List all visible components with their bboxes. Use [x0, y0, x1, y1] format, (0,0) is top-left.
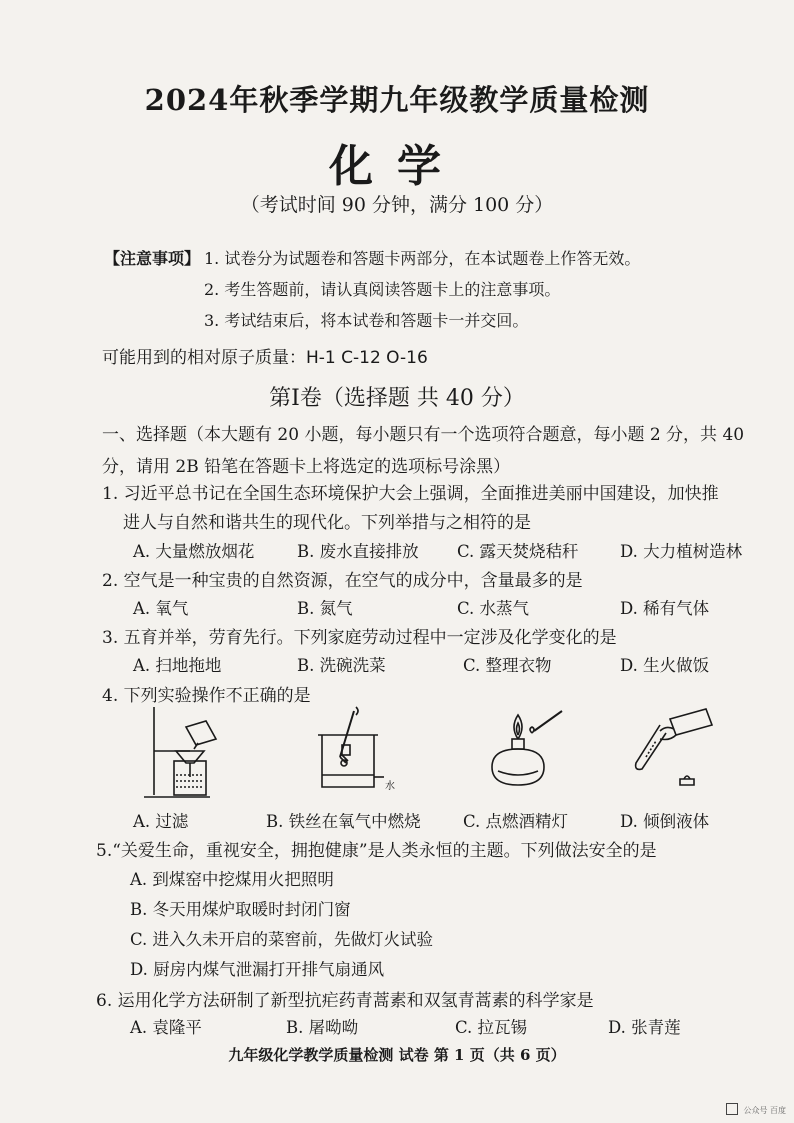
atomic-mass-line: 可能用到的相对原子质量：H-1 C-12 O-16	[102, 348, 428, 368]
question-5-option: D. 厨房内煤气泄漏打开排气扇通风	[130, 960, 385, 979]
question-6-option: B. 屠呦呦	[286, 1018, 359, 1037]
alcohol-lamp-figure	[478, 705, 578, 795]
question-3-option: B. 洗碗洗菜	[297, 656, 386, 675]
water-label: 水	[385, 781, 395, 792]
question-1-option: D. 大力植树造林	[620, 542, 743, 561]
question-4-option: A. 过滤	[133, 812, 189, 831]
filtration-apparatus-figure	[140, 703, 240, 803]
question-4-option: C. 点燃酒精灯	[463, 812, 569, 831]
question-1-option: C. 露天焚烧秸秆	[457, 542, 579, 561]
watermark-text: 公众号 百度	[743, 1106, 786, 1115]
page-footer: 九年级化学教学质量检测 试卷 第 1 页（共 6 页）	[228, 1046, 566, 1064]
iron-wire-burning-figure	[312, 705, 412, 795]
watermark-icon	[726, 1103, 738, 1115]
question-1-option: B. 废水直接排放	[297, 542, 419, 561]
section-instructions: 分，请用 2B 铅笔在答题卡上将选定的选项标号涂黑）	[102, 457, 511, 477]
question-5-option: B. 冬天用煤炉取暖时封闭门窗	[130, 900, 351, 919]
question-6-option: A. 袁隆平	[130, 1018, 202, 1037]
question-4-option: B. 铁丝在氧气中燃烧	[266, 812, 421, 831]
exam-info: （考试时间 90 分钟，满分 100 分）	[240, 194, 554, 216]
pouring-liquid-figure	[630, 705, 730, 795]
notice-item: 1. 试卷分为试题卷和答题卡两部分，在本试题卷上作答无效。	[204, 249, 641, 268]
question-6-option: C. 拉瓦锡	[455, 1018, 528, 1037]
question-4-stem: 4. 下列实验操作不正确的是	[102, 686, 311, 706]
section-title: 第Ⅰ卷（选择题 共 40 分）	[269, 386, 525, 411]
question-2-option: C. 水蒸气	[457, 599, 530, 618]
question-1-stem: 进人与自然和谐共生的现代化。下列举措与之相符的是	[123, 513, 531, 533]
question-6-stem: 6. 运用化学方法研制了新型抗疟药青蒿素和双氢青蒿素的科学家是	[96, 991, 594, 1011]
question-4-option: D. 倾倒液体	[620, 812, 710, 831]
notice-label: 【注意事项】	[104, 249, 201, 268]
question-5-option: A. 到煤窑中挖煤用火把照明	[130, 870, 334, 889]
question-1-stem: 1. 习近平总书记在全国生态环境保护大会上强调，全面推进美丽中国建设，加快推	[102, 484, 719, 504]
question-2-option: D. 稀有气体	[620, 599, 710, 618]
question-2-stem: 2. 空气是一种宝贵的自然资源，在空气的成分中，含量最多的是	[102, 571, 583, 591]
question-5-option: C. 进入久未开启的菜窖前，先做灯火试验	[130, 930, 434, 949]
question-6-option: D. 张青莲	[608, 1018, 681, 1037]
question-1-option: A. 大量燃放烟花	[133, 542, 255, 561]
notice-item: 3. 考试结束后，将本试卷和答题卡一并交回。	[204, 311, 529, 330]
question-2-option: A. 氧气	[133, 599, 189, 618]
exam-title: 2024年秋季学期九年级教学质量检测	[144, 83, 650, 117]
section-instructions: 一、选择题（本大题有 20 小题，每小题只有一个选项符合题意，每小题 2 分，共 40	[102, 425, 745, 445]
question-3-option: C. 整理衣物	[463, 656, 552, 675]
notice-item: 2. 考生答题前，请认真阅读答题卡上的注意事项。	[204, 280, 561, 299]
subject-title: 化学	[329, 141, 465, 192]
question-5-stem: 5.“关爱生命，重视安全，拥抱健康”是人类永恒的主题。下列做法安全的是	[96, 841, 657, 861]
question-3-stem: 3. 五育并举，劳育先行。下列家庭劳动过程中一定涉及化学变化的是	[102, 628, 617, 648]
question-3-option: D. 生火做饭	[620, 656, 710, 675]
question-2-option: B. 氮气	[297, 599, 353, 618]
question-3-option: A. 扫地拖地	[133, 656, 222, 675]
